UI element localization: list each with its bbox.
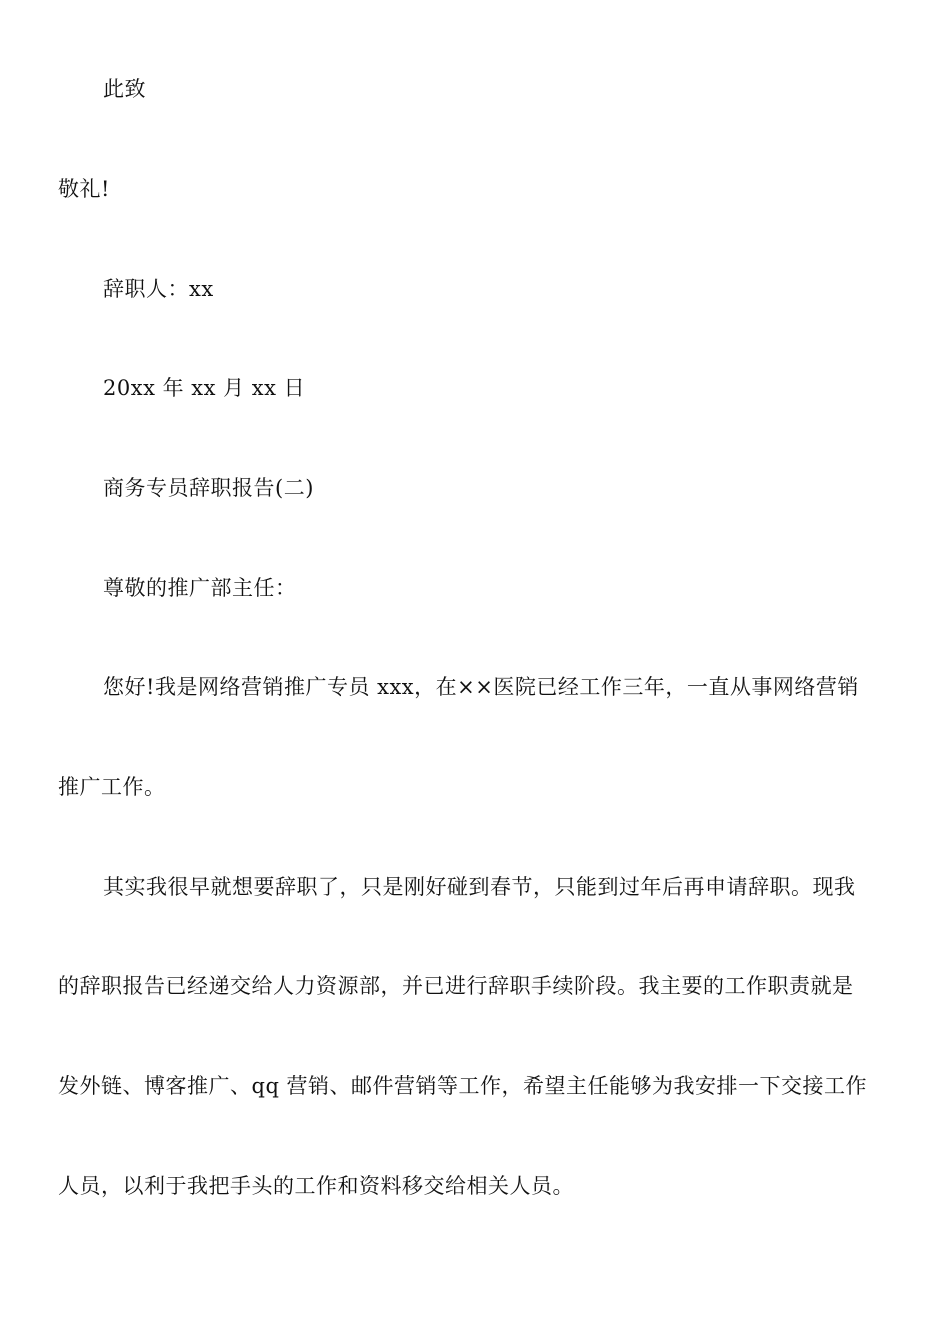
paragraph-2-line-1: 其实我很早就想要辞职了，只是刚好碰到春节，只能到过年后再申请辞职。现我: [103, 875, 856, 899]
closing-line-1: 此致: [103, 77, 146, 101]
paragraph-1-line-2: 推广工作。: [58, 775, 166, 799]
signature-line: 辞职人：xx: [103, 277, 214, 301]
paragraph-2-line-2: 的辞职报告已经递交给人力资源部，并已进行辞职手续阶段。我主要的工作职责就是: [58, 974, 854, 998]
paragraph-2-line-3: 发外链、博客推广、qq 营销、邮件营销等工作，希望主任能够为我安排一下交接工作: [58, 1074, 868, 1098]
paragraph-1-line-1: 您好!我是网络营销推广专员 xxx，在××医院已经工作三年，一直从事网络营销: [103, 675, 859, 699]
paragraph-2-line-4: 人员，以利于我把手头的工作和资料移交给相关人员。: [58, 1174, 574, 1198]
section-title: 商务专员辞职报告(二): [103, 476, 314, 500]
closing-line-2: 敬礼!: [58, 177, 110, 201]
salutation-line: 尊敬的推广部主任：: [103, 576, 297, 600]
date-line: 20xx 年 xx 月 xx 日: [103, 376, 306, 400]
